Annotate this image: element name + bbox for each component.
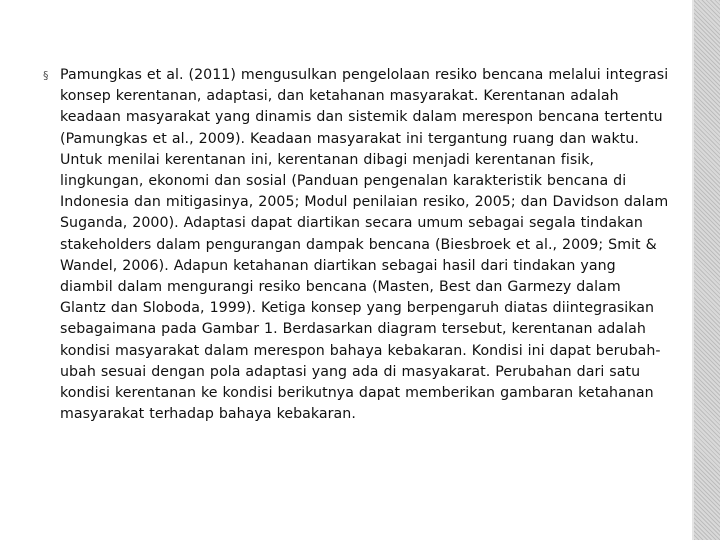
bullet-item: [40, 65, 680, 425]
text-line: masyarakat terhadap bahaya kebakaran.: [60, 406, 356, 423]
bullet-paragraph: [60, 65, 680, 425]
text-line: Wandel, 2006). Adapun ketahanan diartikan sebagai hasil dari tindakan yang: [60, 257, 616, 274]
decorative-border: [694, 0, 720, 540]
text-line: diambil dalam mengurangi resiko bencana (Masten, Best dan Garmezy dalam: [60, 279, 621, 296]
bullet-icon: §: [43, 69, 49, 82]
text-line: sebagaimana pada Gambar 1. Berdasarkan diagram tersebut, kerentanan adalah: [60, 321, 646, 338]
text-line: Indonesia dan mitigasinya, 2005; Modul penilaian resiko, 2005; dan Davidson dalam: [60, 194, 669, 211]
text-line: Glantz dan Sloboda, 1999). Ketiga konsep yang berpengaruh diatas diintegrasikan: [60, 300, 655, 317]
text-line: kondisi masyarakat dalam merespon bahaya kebakaran. Kondisi ini dapat berubah-: [60, 342, 661, 359]
text-line: kondisi kerentanan ke kondisi berikutnya dapat memberikan gambaran ketahanan: [60, 385, 654, 402]
text-line: stakeholders dalam pengurangan dampak bencana (Biesbroek et al., 2009; Smit &: [60, 236, 657, 253]
text-line: Untuk menilai kerentanan ini, kerentanan dibagi menjadi kerentanan fisik,: [60, 151, 595, 168]
text-line: Pamungkas et al. (2011) mengusulkan pengelolaan resiko bencana melalui integrasi: [60, 67, 669, 83]
text-line: Suganda, 2000). Adaptasi dapat diartikan secara umum sebagai segala tindakan: [60, 215, 643, 232]
text-line: ubah sesuai dengan pola adaptasi yang ada di masyakarat. Perubahan dari satu: [60, 363, 641, 380]
text-line: (Pamungkas et al., 2009). Keadaan masyarakat ini tergantung ruang dan waktu.: [60, 130, 639, 147]
text-line: lingkungan, ekonomi dan sosial (Panduan pengenalan karakteristik bencana di: [60, 173, 627, 190]
slide-content: [40, 65, 680, 425]
text-line: keadaan masyarakat yang dinamis dan sistemik dalam merespon bencana tertentu: [60, 109, 663, 126]
text-line: konsep kerentanan, adaptasi, dan ketahanan masyarakat. Kerentanan adalah: [60, 88, 619, 105]
